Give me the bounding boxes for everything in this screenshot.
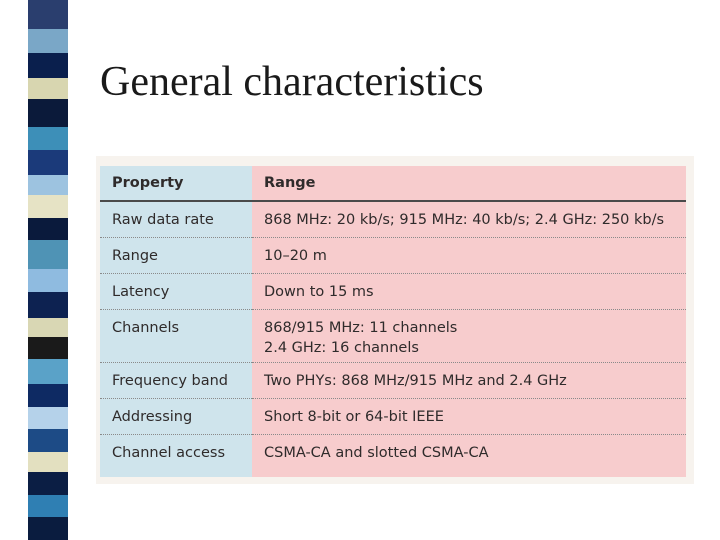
range-line: Two PHYs: 868 MHz/915 MHz and 2.4 GHz: [264, 372, 567, 389]
property-cell: Raw data rate: [100, 201, 252, 237]
stripe-block: [28, 78, 68, 99]
stripe-block: [28, 150, 68, 175]
range-column-header: Range: [252, 166, 686, 201]
property-cell: Range: [100, 237, 252, 273]
property-cell: Addressing: [100, 398, 252, 434]
stripe-block: [28, 53, 68, 78]
stripe-block: [28, 127, 68, 150]
property-column-header: Property: [100, 166, 252, 201]
stripe-block: [28, 495, 68, 516]
table-row: [100, 201, 686, 237]
stripe-block: [28, 195, 68, 218]
stripe-block: [28, 292, 68, 317]
properties-table: [100, 166, 686, 477]
property-cell: Latency: [100, 273, 252, 309]
stripe-block: [28, 0, 68, 29]
slide-title: General characteristics: [100, 59, 484, 105]
range-cell: [252, 362, 686, 398]
stripe-block: [28, 452, 68, 472]
range-cell: [252, 201, 686, 237]
range-cell: [252, 398, 686, 434]
table-row: [100, 434, 686, 477]
property-cell: Frequency band: [100, 362, 252, 398]
stripe-block: [28, 218, 68, 239]
stripe-block: [28, 359, 68, 384]
property-cell: Channel access: [100, 434, 252, 477]
table-row: [100, 362, 686, 398]
property-cell: Channels: [100, 309, 252, 362]
range-cell: [252, 273, 686, 309]
range-cell: [252, 237, 686, 273]
range-cell: [252, 309, 686, 362]
table-row: [100, 273, 686, 309]
table-row: [100, 237, 686, 273]
table-image: [96, 156, 694, 484]
decorative-stripe: [28, 0, 68, 540]
stripe-block: [28, 337, 68, 358]
stripe-block: [28, 407, 68, 428]
range-line: CSMA-CA and slotted CSMA-CA: [264, 444, 489, 461]
stripe-block: [28, 29, 68, 52]
range-line: Down to 15 ms: [264, 283, 374, 300]
range-line: 868 MHz: 20 kb/s; 915 MHz: 40 kb/s; 2.4 GHz: 250 kb/s: [264, 212, 665, 228]
stripe-block: [28, 240, 68, 269]
range-cell: [252, 434, 686, 477]
stripe-block: [28, 175, 68, 195]
stripe-block: [28, 429, 68, 452]
stripe-block: [28, 472, 68, 495]
range-line: 2.4 GHz: 16 channels: [264, 339, 419, 356]
stripe-block: [28, 384, 68, 407]
table-row: [100, 398, 686, 434]
range-line: 10–20 m: [264, 247, 327, 264]
stripe-block: [28, 99, 68, 126]
table-header-row: [100, 166, 686, 201]
stripe-block: [28, 269, 68, 292]
range-line: Short 8-bit or 64-bit IEEE: [264, 408, 444, 425]
stripe-block: [28, 517, 68, 540]
range-line: 868/915 MHz: 11 channels: [264, 319, 458, 336]
stripe-block: [28, 318, 68, 338]
table-row: [100, 309, 686, 362]
